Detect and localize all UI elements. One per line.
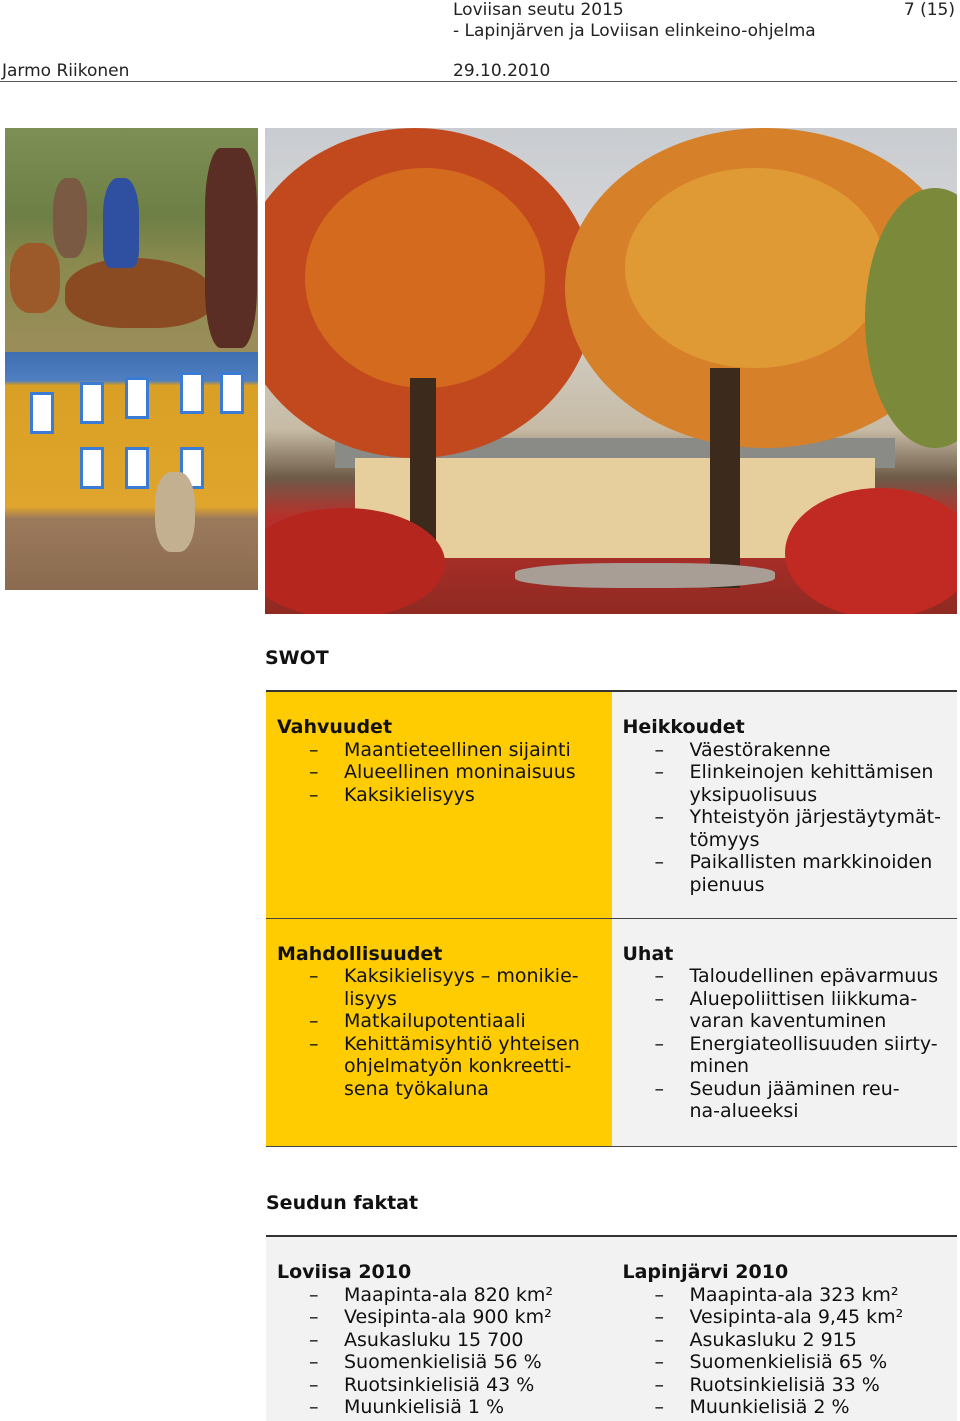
swot-opportunities-cell (266, 918, 612, 1146)
list-item (623, 965, 948, 988)
list-item-text: ohjelmatyön konkreetti- (344, 1055, 572, 1077)
list-item-text: Suomenkielisiä 56 % (344, 1351, 542, 1373)
list-item (623, 806, 948, 851)
date: 29.10.2010 (453, 61, 551, 81)
list-item (277, 1329, 602, 1352)
list-item-text: Muunkielisiä 2 % (689, 1396, 850, 1418)
dash-bullet: – (654, 1032, 664, 1055)
list-item-text: Vesipinta-ala 900 km² (344, 1306, 552, 1328)
list-item (623, 1374, 948, 1397)
list-item (623, 739, 948, 762)
dash-bullet: – (654, 965, 664, 987)
facts-loviisa-cell (266, 1236, 612, 1421)
list-item-text: Elinkeinojen kehittämisen (689, 761, 934, 783)
weaknesses-list (623, 739, 948, 897)
photo-autumn-trees (265, 128, 957, 614)
dash-bullet: – (654, 761, 664, 783)
dash-bullet: – (309, 783, 319, 806)
dash-bullet: – (309, 1032, 319, 1055)
opportunities-title: Mahdollisuudet (277, 942, 443, 965)
list-item (277, 965, 602, 1010)
strengths-list (277, 739, 602, 807)
dash-bullet: – (654, 1077, 664, 1100)
list-item-text: Taloudellinen epävarmuus (689, 965, 939, 987)
dash-bullet: – (309, 1396, 319, 1418)
swot-table (266, 690, 957, 1147)
list-item-text: Maantieteellinen sijainti (344, 738, 571, 761)
document-subtitle: - Lapinjärven ja Loviisan elinkeino-ohjelma (453, 21, 816, 41)
threats-list (623, 965, 948, 1123)
dash-bullet: – (654, 987, 664, 1010)
list-item (277, 761, 602, 784)
strengths-title: Vahvuudet (277, 716, 393, 738)
list-item-text: varan kaventuminen (689, 1010, 887, 1032)
list-item (623, 851, 948, 896)
list-item-text: pienuus (689, 873, 765, 896)
threats-title: Uhat (622, 942, 674, 965)
list-item-text: Maapinta-ala 323 km² (689, 1283, 899, 1306)
document-title: Loviisan seutu 2015 (453, 0, 624, 20)
dash-bullet: – (309, 738, 319, 761)
list-item (277, 1033, 602, 1101)
list-item-text: Väestörakenne (689, 738, 831, 761)
weaknesses-title: Heikkoudet (622, 716, 745, 738)
dash-bullet: – (309, 1306, 319, 1328)
opportunities-list (277, 965, 602, 1100)
swot-strengths-cell (266, 691, 612, 918)
dash-bullet: – (309, 965, 319, 987)
dash-bullet: – (309, 761, 319, 783)
list-item (623, 1396, 948, 1419)
list-item-text: Yhteistyön järjestäytymät- (689, 806, 941, 828)
list-item (623, 1351, 948, 1374)
list-item (623, 1284, 948, 1307)
author: Jarmo Riikonen (2, 61, 130, 81)
lapinjarvi-list (623, 1284, 948, 1419)
dash-bullet: – (654, 806, 664, 828)
list-item-text: Kaksikielisyys – monikie- (344, 965, 579, 987)
list-item-text: Vesipinta-ala 9,45 km² (689, 1306, 904, 1328)
list-item-text: Aluepoliittisen liikkuma- (689, 987, 918, 1010)
loviisa-title: Loviisa 2010 (277, 1261, 412, 1283)
dash-bullet: – (654, 1373, 664, 1396)
list-item-text: Asukasluku 15 700 (344, 1328, 524, 1351)
header-rule (0, 81, 957, 82)
facts-heading: Seudun faktat (266, 1192, 419, 1214)
list-item (277, 1374, 602, 1397)
dash-bullet: – (654, 851, 664, 873)
list-item-text: minen (689, 1055, 750, 1077)
list-item-text: Suomenkielisiä 65 % (689, 1351, 888, 1373)
photo-horseback-riding (5, 128, 258, 352)
loviisa-list (277, 1284, 602, 1419)
list-item-text: na-alueeksi (689, 1100, 799, 1122)
list-item-text: Ruotsinkielisiä 33 % (689, 1373, 880, 1396)
dash-bullet: – (654, 1306, 664, 1328)
swot-threats-cell (612, 918, 958, 1146)
dash-bullet: – (654, 1328, 664, 1351)
photo-yellow-house (5, 352, 258, 590)
dash-bullet: – (654, 1283, 664, 1306)
swot-weaknesses-cell (612, 691, 958, 918)
list-item (623, 1306, 948, 1329)
list-item (277, 1351, 602, 1374)
list-item (623, 1078, 948, 1123)
dash-bullet: – (654, 1351, 664, 1373)
swot-heading: SWOT (265, 647, 329, 669)
list-item (623, 1329, 948, 1352)
facts-lapinjarvi-cell (612, 1236, 958, 1421)
dash-bullet: – (309, 1010, 319, 1032)
list-item (277, 784, 602, 807)
dash-bullet: – (309, 1328, 319, 1351)
list-item (277, 1284, 602, 1307)
lapinjarvi-title: Lapinjärvi 2010 (622, 1261, 789, 1283)
list-item-text: lisyys (344, 987, 397, 1010)
list-item (277, 1396, 602, 1419)
list-item (623, 1033, 948, 1078)
list-item-text: sena työkaluna (344, 1077, 489, 1100)
list-item-text: Maapinta-ala 820 km² (344, 1283, 554, 1306)
list-item-text: tömyys (689, 828, 760, 851)
list-item (277, 1306, 602, 1329)
list-item-text: Ruotsinkielisiä 43 % (344, 1373, 535, 1396)
list-item-text: Asukasluku 2 915 (689, 1328, 857, 1351)
list-item-text: yksipuolisuus (689, 783, 818, 806)
list-item (623, 988, 948, 1033)
list-item-text: Paikallisten markkinoiden (689, 851, 933, 873)
dash-bullet: – (309, 1373, 319, 1396)
list-item (277, 1010, 602, 1033)
list-item-text: Seudun jääminen reu- (689, 1077, 900, 1100)
list-item (277, 739, 602, 762)
dash-bullet: – (654, 1396, 664, 1418)
list-item-text: Alueellinen moninaisuus (344, 761, 576, 783)
dash-bullet: – (309, 1351, 319, 1373)
list-item-text: Muunkielisiä 1 % (344, 1396, 505, 1418)
list-item-text: Matkailupotentiaali (344, 1010, 526, 1032)
dash-bullet: – (309, 1283, 319, 1306)
list-item-text: Kehittämisyhtiö yhteisen (344, 1032, 580, 1055)
page-number: 7 (15) (903, 0, 955, 20)
list-item-text: Energiateollisuuden siirty- (689, 1032, 938, 1055)
list-item-text: Kaksikielisyys (344, 783, 475, 806)
facts-table (266, 1235, 957, 1421)
list-item (623, 761, 948, 806)
dash-bullet: – (654, 738, 664, 761)
